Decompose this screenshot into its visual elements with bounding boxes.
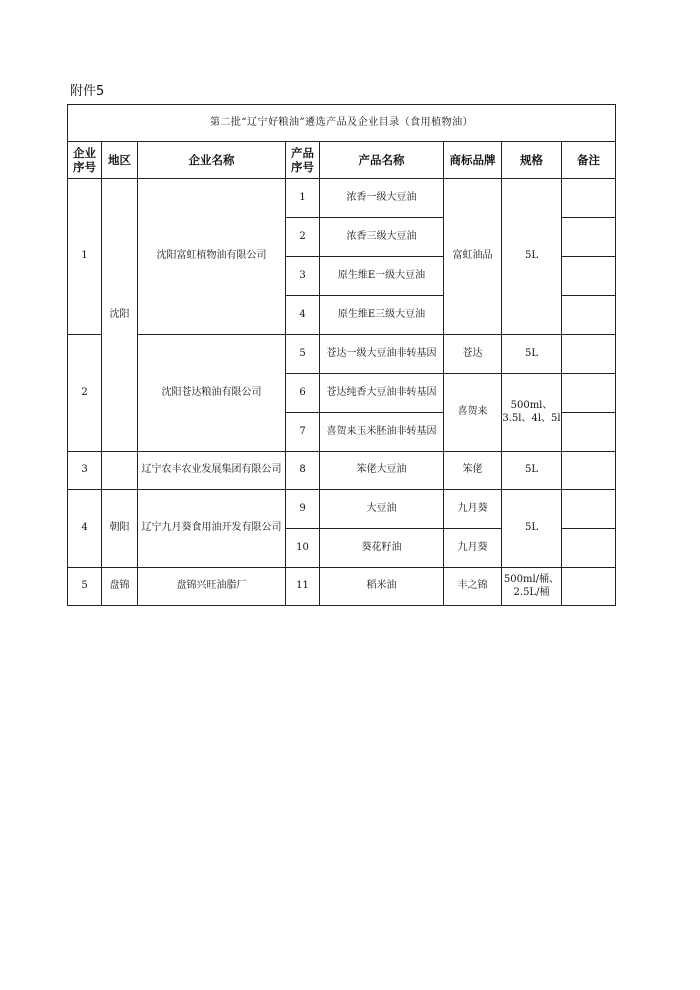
note-cell: [562, 179, 616, 218]
header-brand: 商标品牌: [444, 142, 502, 179]
product-name-cell: 原生维E一级大豆油: [320, 257, 444, 296]
header-company-no: 企业序号: [68, 142, 102, 179]
product-name-cell: 大豆油: [320, 490, 444, 529]
brand-cell: 丰之锦: [444, 568, 502, 606]
header-product-no: 产品序号: [286, 142, 320, 179]
header-region: 地区: [102, 142, 138, 179]
product-name-cell: 浓香一级大豆油: [320, 179, 444, 218]
brand-cell: 九月葵: [444, 490, 502, 529]
note-cell: [562, 335, 616, 374]
product-no-cell: 1: [286, 179, 320, 218]
company-no-cell: 1: [68, 179, 102, 335]
product-name-cell: 葵花籽油: [320, 529, 444, 568]
company-name-cell: 盘锦兴旺油脂厂: [138, 568, 286, 606]
product-name-cell: 笨佬大豆油: [320, 452, 444, 490]
note-cell: [562, 529, 616, 568]
note-cell: [562, 296, 616, 335]
note-cell: [562, 374, 616, 413]
region-cell: 朝阳: [102, 490, 138, 568]
company-no-cell: 4: [68, 490, 102, 568]
table-title: 第二批“辽宁好粮油”遴选产品及企业目录（食用植物油）: [68, 105, 616, 142]
header-product-name: 产品名称: [320, 142, 444, 179]
attachment-label: 附件5: [70, 84, 105, 99]
brand-cell: 九月葵: [444, 529, 502, 568]
product-name-cell: 原生维E三级大豆油: [320, 296, 444, 335]
product-name-cell: 浓香三级大豆油: [320, 218, 444, 257]
product-name-cell: 稻米油: [320, 568, 444, 606]
note-cell: [562, 413, 616, 452]
product-no-cell: 7: [286, 413, 320, 452]
spec-cell: 5L: [502, 335, 562, 374]
company-no-cell: 5: [68, 568, 102, 606]
header-note: 备注: [562, 142, 616, 179]
company-name-cell: 沈阳富虹植物油有限公司: [138, 179, 286, 335]
brand-cell: 喜贺来: [444, 374, 502, 452]
product-name-cell: 苍达一级大豆油非转基因: [320, 335, 444, 374]
company-name-cell: 辽宁农丰农业发展集团有限公司: [138, 452, 286, 490]
product-no-cell: 3: [286, 257, 320, 296]
product-no-cell: 4: [286, 296, 320, 335]
note-cell: [562, 452, 616, 490]
product-name-cell: 喜贺来玉米胚油非转基因: [320, 413, 444, 452]
company-no-cell: 2: [68, 335, 102, 452]
company-name-cell: 沈阳苍达粮油有限公司: [138, 335, 286, 452]
header-spec: 规格: [502, 142, 562, 179]
product-no-cell: 2: [286, 218, 320, 257]
company-name-cell: 辽宁九月葵食用油开发有限公司: [138, 490, 286, 568]
spec-cell: 500ml、3.5l、4l、5l: [502, 374, 562, 452]
note-cell: [562, 490, 616, 529]
spec-cell: 5L: [502, 452, 562, 490]
product-no-cell: 10: [286, 529, 320, 568]
brand-cell: 富虹油品: [444, 179, 502, 335]
header-company-name: 企业名称: [138, 142, 286, 179]
product-no-cell: 11: [286, 568, 320, 606]
note-cell: [562, 568, 616, 606]
product-directory-table: [67, 104, 616, 606]
product-name-cell: 苍达纯香大豆油非转基因: [320, 374, 444, 413]
brand-cell: 笨佬: [444, 452, 502, 490]
spec-cell: 5L: [502, 179, 562, 335]
company-no-cell: 3: [68, 452, 102, 490]
region-cell: [102, 452, 138, 490]
product-no-cell: 8: [286, 452, 320, 490]
product-no-cell: 9: [286, 490, 320, 529]
region-cell: 盘锦: [102, 568, 138, 606]
note-cell: [562, 257, 616, 296]
spec-cell: 5L: [502, 490, 562, 568]
region-cell: 沈阳: [102, 179, 138, 452]
product-no-cell: 6: [286, 374, 320, 413]
spec-cell: 500ml/桶、2.5L/桶: [502, 568, 562, 606]
product-no-cell: 5: [286, 335, 320, 374]
brand-cell: 苍达: [444, 335, 502, 374]
note-cell: [562, 218, 616, 257]
